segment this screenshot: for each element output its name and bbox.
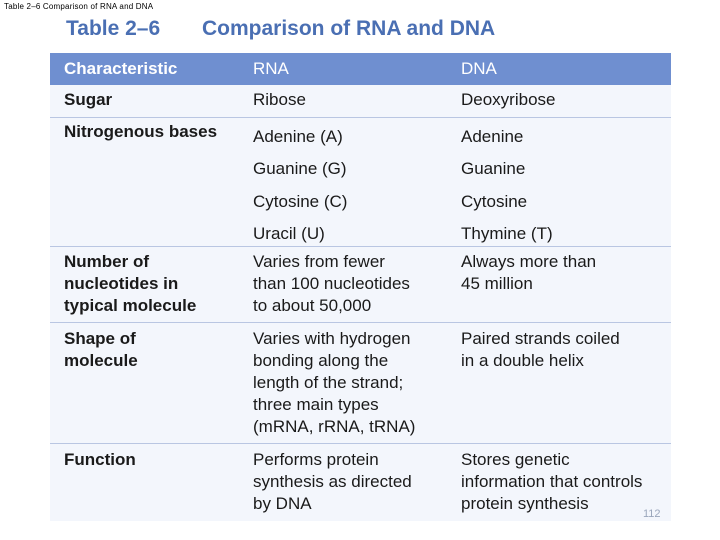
- row-characteristic: Function: [64, 450, 136, 469]
- row-characteristic: Nitrogenous bases: [64, 122, 218, 141]
- header-rna: RNA: [253, 59, 289, 78]
- row-dna: Deoxyribose: [461, 90, 556, 109]
- slide-caption: Table 2–6 Comparison of RNA and DNA: [4, 2, 154, 11]
- comparison-table: [50, 53, 671, 521]
- row-divider: [50, 246, 671, 247]
- table-title: [66, 17, 495, 41]
- row-characteristic: Shape of molecule: [64, 329, 138, 370]
- row-rna: Adenine (A) Guanine (G) Cytosine (C) Uracil (U): [253, 127, 348, 243]
- row-rna: Ribose: [253, 90, 306, 109]
- row-rna: Varies with hydrogen bonding along the length of the strand; three main types (mRNA, rRNA, tRNA): [253, 329, 416, 436]
- row-divider: [50, 117, 671, 118]
- row-rna: Performs protein synthesis as directed by DNA: [253, 450, 412, 513]
- row-divider: [50, 443, 671, 444]
- row-dna: Always more than 45 million: [461, 252, 597, 293]
- table-number: Table 2–6: [66, 17, 161, 40]
- header-characteristic: Characteristic: [64, 59, 178, 78]
- table-header-row: [50, 53, 671, 85]
- row-dna: Adenine Guanine Cytosine Thymine (T): [461, 127, 553, 243]
- page-number: 112: [643, 508, 661, 520]
- row-divider: [50, 322, 671, 323]
- row-dna: Stores genetic information that controls protein synthesis: [461, 450, 643, 513]
- table-title-text: Comparison of RNA and DNA: [202, 17, 496, 40]
- row-rna: Varies from fewer than 100 nucleotides to about 50,000: [253, 252, 410, 315]
- row-dna: Paired strands coiled in a double helix: [461, 329, 620, 370]
- row-characteristic: Sugar: [64, 90, 113, 109]
- row-characteristic: Number of nucleotides in typical molecule: [64, 252, 197, 315]
- header-dna: DNA: [461, 59, 497, 78]
